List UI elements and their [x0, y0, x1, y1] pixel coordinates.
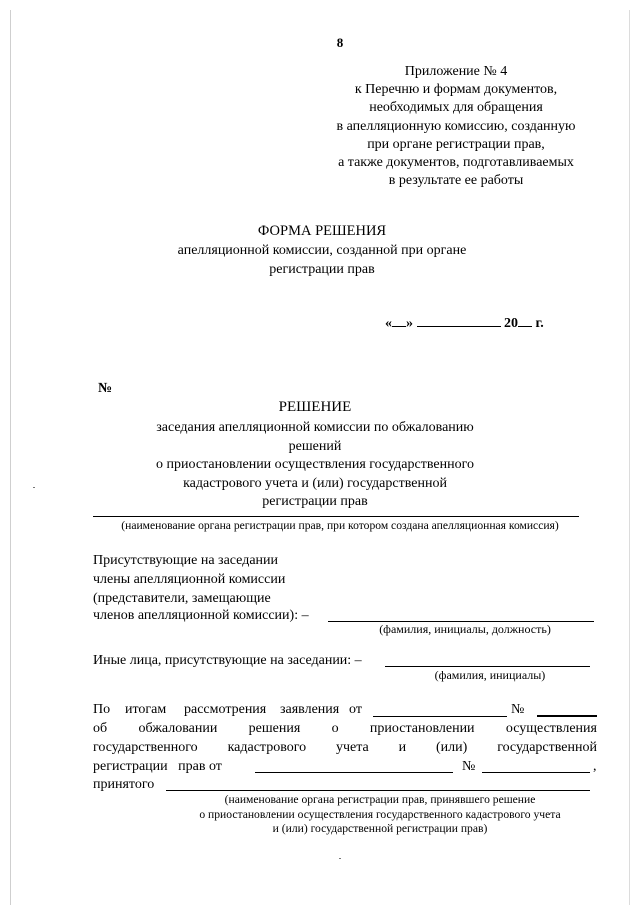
results-line-2	[93, 721, 597, 737]
decision-number-sign: №	[98, 381, 113, 396]
date-close-quote: »	[406, 316, 413, 331]
others-blank-line	[385, 666, 590, 667]
appendix-line: необходимых для обращения	[369, 100, 543, 116]
attendees-line: члены апелляционной комиссии	[93, 572, 286, 587]
appendix-line: в результате ее работы	[388, 173, 524, 189]
decision-date-underline	[255, 772, 453, 773]
scan-speck	[339, 858, 341, 859]
application-number-underline	[537, 716, 597, 717]
issuing-org-caption-line: (наименование органа регистрации прав, принявшего решение	[224, 793, 536, 806]
attendees-line: Присутствующие на заседании	[93, 553, 279, 568]
decision-subtitle	[130, 419, 500, 512]
form-subtitle-line: апелляционной комиссии, созданной при органе	[177, 243, 467, 258]
decision-subtitle-line: регистрации прав	[262, 494, 368, 509]
results-word: заявления	[280, 702, 340, 717]
appendix-line: Приложение № 4	[404, 64, 508, 79]
issuing-org-caption	[150, 793, 610, 837]
results-line-4-label: регистрации прав от	[93, 759, 222, 774]
results-line-5-label: принятого	[93, 777, 155, 792]
results-word: приостановлении	[369, 721, 475, 736]
others-label: Иные лица, присутствующие на заседании: –	[93, 653, 362, 668]
form-subtitle-line: регистрации прав	[269, 262, 375, 277]
results-word: рассмотрения	[184, 702, 267, 717]
appendix-line: в апелляционную комиссию, созданную	[336, 118, 576, 134]
issuing-org-underline	[166, 790, 590, 791]
results-word: и	[398, 740, 407, 755]
decision-subtitle-line: заседания апелляционной комиссии по обжалованию решений	[156, 420, 474, 454]
year-suffix: г.	[535, 316, 544, 331]
issuing-org-caption-line: о приостановлении осуществления государственного кадастрового учета	[199, 807, 561, 821]
decision-subtitle-line: кадастрового учета и (или) государственной	[183, 475, 447, 491]
attendees-caption: (фамилия, инициалы, должность)	[379, 622, 551, 636]
attendees-last-line	[93, 608, 309, 624]
results-word: государственной	[497, 740, 597, 755]
application-number-blank	[537, 702, 597, 716]
page-right-edge	[629, 10, 630, 905]
form-title: ФОРМА РЕШЕНИЯ	[257, 223, 387, 239]
month-blank	[417, 312, 501, 327]
org-name-blank-line	[93, 516, 579, 517]
attendees-last-line-label: членов апелляционной комиссии): –	[93, 608, 309, 623]
attendees-line: (представители, замещающие	[93, 591, 271, 606]
results-word: от	[349, 702, 362, 717]
results-word: о	[331, 721, 339, 736]
form-heading	[150, 222, 494, 279]
results-line-4-number-sign: №	[462, 759, 476, 774]
decision-title: РЕШЕНИЕ	[278, 399, 352, 415]
results-word: По	[93, 702, 111, 717]
results-number-sign: №	[511, 702, 525, 717]
date-line	[385, 312, 544, 332]
others-caption: (фамилия, инициалы)	[434, 668, 546, 682]
appendix-line: при органе регистрации прав,	[367, 136, 545, 152]
year-blank	[518, 312, 532, 327]
application-date-underline	[373, 716, 507, 717]
day-blank	[392, 312, 406, 327]
date-open-quote: «	[385, 316, 392, 331]
decision-subtitle-line: о приостановлении осуществления государственного	[156, 457, 474, 472]
results-word: кадастрового	[227, 740, 307, 755]
issuing-org-caption-line: и (или) государственной регистрации прав)	[272, 822, 488, 835]
org-name-caption: (наименование органа регистрации прав, при котором создана апелляционная комиссия)	[121, 519, 559, 532]
results-word: итогам	[125, 702, 167, 717]
results-word: (или)	[436, 740, 468, 755]
page-number: 8	[336, 35, 344, 50]
results-word: осуществления	[505, 721, 597, 736]
decision-number-underline	[482, 772, 590, 773]
appendix-block	[310, 63, 602, 190]
results-word: обжаловании	[138, 721, 218, 736]
appendix-line: к Перечню и формам документов,	[354, 82, 558, 98]
results-word: государственного	[93, 740, 198, 755]
results-word: решения	[248, 721, 301, 736]
appendix-line: а также документов, подготавливаемых	[338, 155, 574, 171]
year-prefix: 20	[504, 316, 518, 331]
attendees-block	[93, 551, 393, 608]
scan-speck	[33, 487, 35, 488]
results-word: учета	[336, 740, 369, 755]
page-left-edge	[10, 10, 11, 905]
results-line-4-comma: ,	[593, 759, 597, 774]
results-line-3	[93, 740, 597, 756]
results-word: об	[93, 721, 108, 736]
